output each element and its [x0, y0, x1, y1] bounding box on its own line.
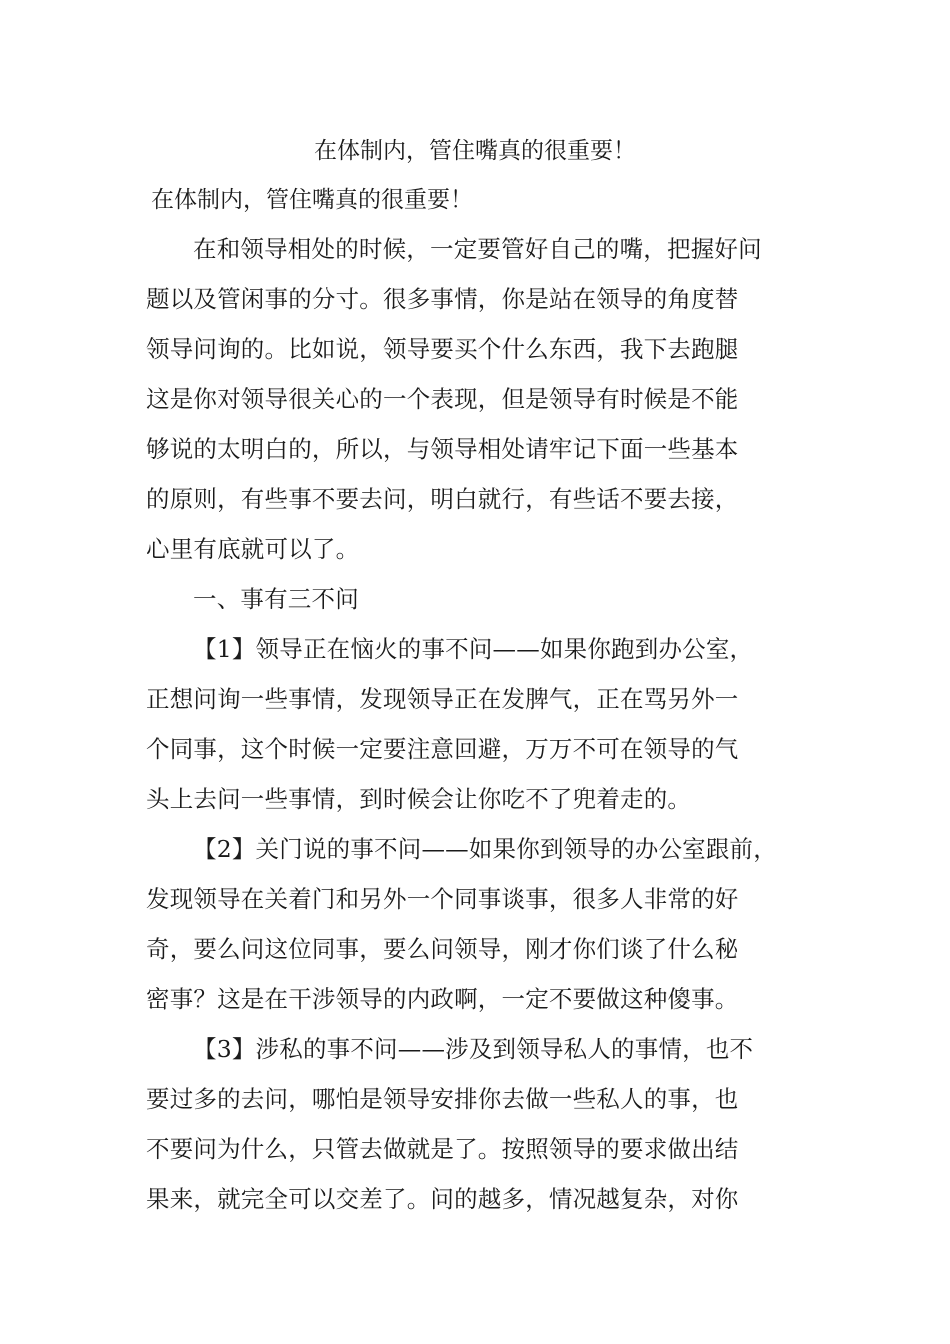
- paragraph-line: 不要问为什么，只管去做就是了。按照领导的要求做出结: [146, 1135, 739, 1163]
- paragraph-line: 够说的太明白的，所以，与领导相处请牢记下面一些基本: [146, 435, 739, 463]
- paragraph-line: 【2】关门说的事不问——如果你到领导的办公室跟前，: [193, 835, 777, 863]
- paragraph-line: 果来，就完全可以交差了。问的越多，情况越复杂，对你: [146, 1185, 739, 1213]
- section-heading: 一、事有三不问: [193, 585, 359, 613]
- paragraph-line: 心里有底就可以了。: [146, 535, 360, 563]
- paragraph-line: 这是你对领导很关心的一个表现，但是领导有时候是不能: [146, 385, 739, 413]
- paragraph-line: 个同事，这个时候一定要注意回避，万万不可在领导的气: [146, 735, 739, 763]
- document-body: [146, 231, 816, 1231]
- document-subtitle: 在体制内，管住嘴真的很重要！: [151, 187, 473, 213]
- paragraph-line: 要过多的去问，哪怕是领导安排你去做一些私人的事，也: [146, 1085, 739, 1113]
- paragraph-line: 题以及管闲事的分寸。很多事情，你是站在领导的角度替: [146, 285, 739, 313]
- paragraph-line: 发现领导在关着门和另外一个同事谈事，很多人非常的好: [146, 885, 739, 913]
- paragraph-line: 密事？这是在干涉领导的内政啊，一定不要做这种傻事。: [146, 985, 739, 1013]
- paragraph-line: 领导问询的。比如说，领导要买个什么东西，我下去跑腿: [146, 335, 739, 363]
- paragraph-line: 在和领导相处的时候，一定要管好自己的嘴，把握好问: [193, 235, 762, 263]
- paragraph-line: 的原则，有些事不要去问，明白就行，有些话不要去接，: [146, 485, 739, 513]
- paragraph-line: 奇，要么问这位同事，要么问领导，刚才你们谈了什么秘: [146, 935, 739, 963]
- paragraph-line: 【1】领导正在恼火的事不问——如果你跑到办公室，: [193, 635, 754, 663]
- document-title: 在体制内，管住嘴真的很重要！: [314, 138, 636, 164]
- paragraph-line: 头上去问一些事情，到时候会让你吃不了兜着走的。: [146, 785, 692, 813]
- paragraph-line: 正想问询一些事情，发现领导正在发脾气，正在骂另外一: [146, 685, 739, 713]
- paragraph-line: 【3】涉私的事不问——涉及到领导私人的事情，也不: [193, 1035, 754, 1063]
